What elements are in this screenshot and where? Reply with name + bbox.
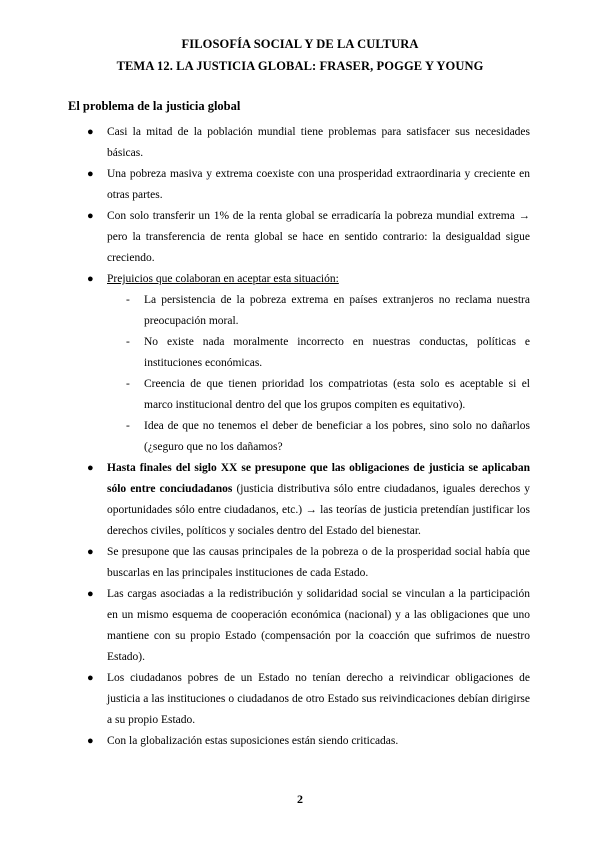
topic-title: TEMA 12. LA JUSTICIA GLOBAL: FRASER, POGGE Y YOUNG <box>116 59 484 73</box>
list-item-text: Prejuicios que colaboran en aceptar esta situación: <box>107 273 339 285</box>
course-title: FILOSOFÍA SOCIAL Y DE LA CULTURA <box>181 37 419 51</box>
sub-list-item-text: Creencia de que tienen prioridad los compatriotas (esta solo es aceptable si el marco institucional dentro del que los grupos compiten es equitativo). <box>144 378 530 411</box>
bullet-icon: ● <box>87 735 94 747</box>
list-item-text: (justicia distributiva sólo entre ciudadanos, iguales derechos y oportunidades sólo entre ciudadanos, etc.) → las teorías de justicia pretendían justificar los derechos civiles, políticos y sociales dentro del Estado del bienestar. <box>107 483 531 537</box>
sub-list-item <box>107 290 530 332</box>
dash-icon: - <box>126 420 130 432</box>
list-item <box>82 164 530 206</box>
list-item-text: Una pobreza masiva y extrema coexiste con una prosperidad extraordinaria y creciente en otras partes. <box>107 168 530 201</box>
dash-icon: - <box>126 336 130 348</box>
list-item <box>82 668 530 731</box>
list-item-text: Con solo transferir un 1% de la renta global se erradicaría la pobreza mundial extrema → pero la transferencia de renta global se hace en sentido contrario: la desigualdad sigue creciendo. <box>107 210 530 264</box>
list-item-text: Con la globalización estas suposiciones están siendo criticadas. <box>107 735 399 747</box>
list-item-text: Las cargas asociadas a la redistribución y solidaridad social se vinculan a la participación en un mismo esquema de cooperación económica (nacional) y a las obligaciones que uno mantiene con su propio Estado (compensación por la coacción que sufrimos de nuestro Estado). <box>107 588 530 663</box>
sub-list-item-text: No existe nada moralmente incorrecto en nuestras conductas, políticas e instituciones económicas. <box>144 336 530 369</box>
bullet-icon: ● <box>87 546 94 558</box>
sub-list <box>107 290 530 458</box>
list-item-text: Los ciudadanos pobres de un Estado no tenían derecho a reivindicar obligaciones de justicia a las instituciones o ciudadanos de otro Estado sus reivindicaciones debían dirigirse a su propio Estado. <box>107 672 530 726</box>
sub-list-item-text: Idea de que no tenemos el deber de beneficiar a los pobres, sino solo no dañarlos (¿seguro que no los dañamos? <box>144 420 530 453</box>
dash-icon: - <box>126 378 130 390</box>
sub-list-item <box>107 332 530 374</box>
section-heading: El problema de la justicia global <box>68 99 241 113</box>
list-item <box>82 542 530 584</box>
list-item-text: Se presupone que las causas principales de la pobreza o de la prosperidad social había que buscarlas en las principales instituciones de cada Estado. <box>107 546 530 579</box>
sub-list-item-text: La persistencia de la pobreza extrema en países extranjeros no reclama nuestra preocupación moral. <box>144 294 530 327</box>
list-item <box>82 731 530 752</box>
bullet-icon: ● <box>87 210 94 222</box>
list-item <box>82 584 530 668</box>
bullet-icon: ● <box>87 168 94 180</box>
list-item <box>82 458 530 542</box>
sub-list-item <box>107 416 530 458</box>
list-item-bold-text: Hasta finales del siglo XX se presupone que las obligaciones de justicia se aplicaban sólo entre conciudadanos <box>107 462 530 495</box>
list-item <box>82 206 530 269</box>
bullet-icon: ● <box>87 462 94 474</box>
bullet-icon: ● <box>87 588 94 600</box>
list-item <box>82 269 530 458</box>
bullet-icon: ● <box>87 126 94 138</box>
list-item <box>82 122 530 164</box>
page-number: 2 <box>297 792 303 806</box>
bullet-icon: ● <box>87 273 94 285</box>
list-item-text: Casi la mitad de la población mundial tiene problemas para satisfacer sus necesidades básicas. <box>107 126 530 159</box>
sub-list-item <box>107 374 530 416</box>
bullet-list <box>82 122 530 752</box>
dash-icon: - <box>126 294 130 306</box>
bullet-icon: ● <box>87 672 94 684</box>
